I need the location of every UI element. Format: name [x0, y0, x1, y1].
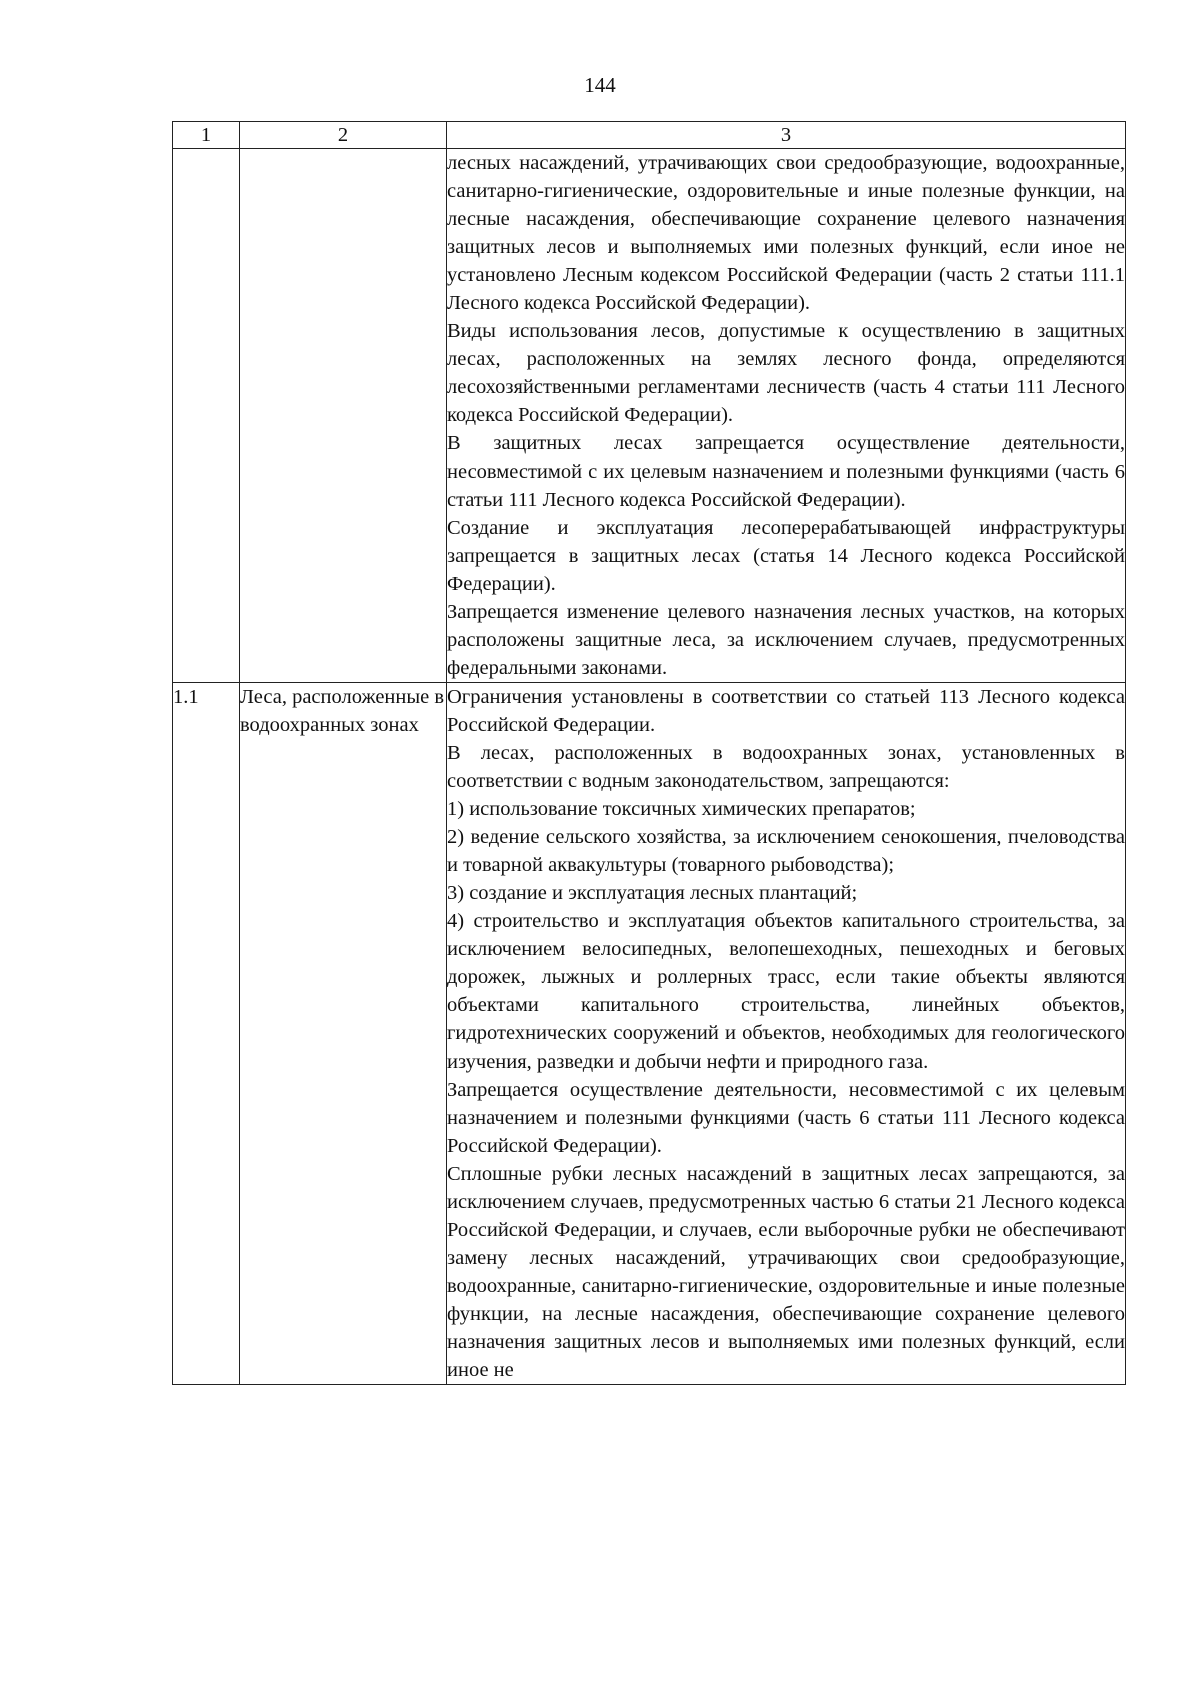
paragraph: Сплошные рубки лесных насаждений в защитных лесах запрещаются, за исключением случаев, предусмотренных частью 6 статьи 21 Лесного кодекса Российской Федерации, и случаев, если выборочные рубки не обеспечивают замену лесных насаждений, утрачивающих свои средообразующие, водоохранные, санитарно-гигиенические, оздоровительные и иные полезные функции, на лесные насаждения, обеспечивающие сохранение целевого назначения защитных лесов и выполняемых ими полезных функций, если иное не — [447, 1162, 1125, 1382]
paragraph: Ограничения установлены в соответствии со статьей 113 Лесного кодекса Российской Федерации. — [447, 685, 1125, 736]
paragraph: 2) ведение сельского хозяйства, за исключением сенокошения, пчеловодства и товарной аквакультуры (товарного рыбоводства); — [447, 826, 1125, 877]
column-header-2: 2 — [240, 122, 447, 149]
paragraph: Создание и эксплуатация лесоперерабатывающей инфраструктуры запрещается в защитных лесах (статья 14 Лесного кодекса Российской Федерации). — [447, 516, 1125, 595]
row-number: 1.1 — [173, 682, 240, 1384]
row-restrictions — [447, 149, 1126, 683]
paragraph: 1) использование токсичных химических препаратов; — [447, 798, 916, 821]
column-header-3: 3 — [447, 122, 1126, 149]
row-category — [240, 149, 447, 683]
regulations-table — [172, 121, 1126, 1385]
paragraph: 4) строительство и эксплуатация объектов капитального строительства, за исключением велосипедных, велопешеходных, пешеходных и беговых дорожек, лыжных и роллерных трасс, если такие объекты являются объектами капитального строительства, линейных объектов, гидротехнических сооружений и объектов, необходимых для геологического изучения, разведки и добычи нефти и природного газа. — [447, 910, 1125, 1073]
paragraph: лесных насаждений, утрачивающих свои средообразующие, водоохранные, санитарно-гигиенические, оздоровительные и иные полезные функции, на лесные насаждения, обеспечивающие сохранение целевого назначения защитных лесов и выполняемых ими полезных функций, если иное не установлено Лесным кодексом Российской Федерации (часть 2 статьи 111.1 Лесного кодекса Российской Федерации). — [447, 152, 1125, 315]
paragraph: В лесах, расположенных в водоохранных зонах, установленных в соответствии с водным законодательством, запрещаются: — [447, 741, 1125, 793]
paragraph: Запрещается осуществление деятельности, несовместимой с их целевым назначением и полезными функциями (часть 6 статьи 111 Лесного кодекса Российской Федерации). — [447, 1078, 1125, 1157]
paragraph: Виды использования лесов, допустимые к осуществлению в защитных лесах, расположенных на землях лесного фонда, определяются лесохозяйственными регламентами лесничеств (часть 4 статьи 111 Лесного кодекса Российской Федерации). — [447, 320, 1125, 427]
page-number: 144 — [584, 73, 616, 97]
row-restrictions — [447, 682, 1126, 1384]
table-row — [173, 682, 1126, 1384]
column-header-1: 1 — [173, 122, 240, 149]
paragraph: В защитных лесах запрещается осуществление деятельности, несовместимой с их целевым назначением и полезными функциями (часть 6 статьи 111 Лесного кодекса Российской Федерации). — [447, 432, 1125, 511]
row-number — [173, 149, 240, 683]
row-category: Леса, расположенные в водоохранных зонах — [240, 682, 447, 1384]
table-header-row — [173, 122, 1126, 149]
paragraph: Запрещается изменение целевого назначения лесных участков, на которых расположены защитные леса, за исключением случаев, предусмотренных федеральными законами. — [447, 600, 1125, 679]
table-row — [173, 149, 1126, 683]
paragraph: 3) создание и эксплуатация лесных плантаций; — [447, 882, 858, 905]
